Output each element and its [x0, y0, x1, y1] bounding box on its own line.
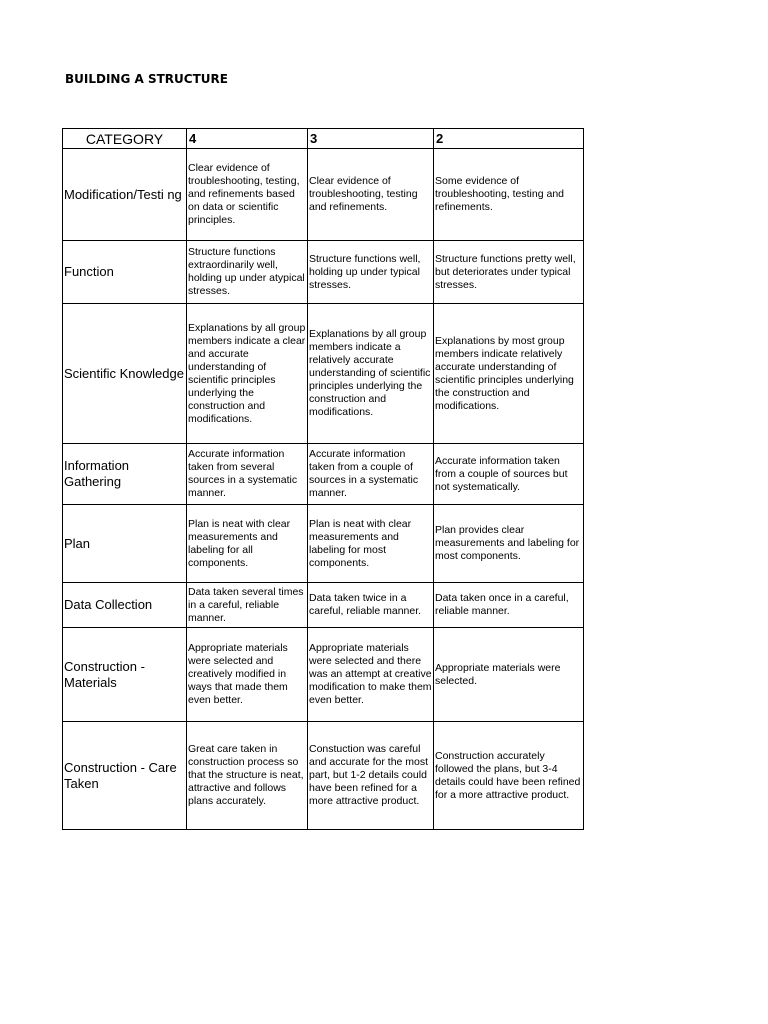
score-2-description: Explanations by most group members indicate relatively accurate understanding of scientific principles underlying the construction and modifications.: [434, 304, 584, 444]
score-3-description: Data taken twice in a careful, reliable manner.: [308, 583, 434, 628]
score-3-description: Plan is neat with clear measurements and labeling for most components.: [308, 505, 434, 583]
score-4-description: Appropriate materials were selected and creatively modified in ways that made them even better.: [187, 628, 308, 722]
score-3-description: Clear evidence of troubleshooting, testing and refinements.: [308, 149, 434, 241]
score-4-description: Great care taken in construction process so that the structure is neat, attractive and follows plans accurately.: [187, 722, 308, 830]
category-label: Modification/Testi ng: [63, 149, 187, 241]
category-label: Data Collection: [63, 583, 187, 628]
score-2-description: Construction accurately followed the plans, but 3-4 details could have been refined for a more attractive product.: [434, 722, 584, 830]
header-score-4: 4: [187, 129, 308, 149]
score-3-description: Accurate information taken from a couple of sources in a systematic manner.: [308, 444, 434, 505]
category-label: Scientific Knowledge: [63, 304, 187, 444]
category-label: Construction -Materials: [63, 628, 187, 722]
category-label: Function: [63, 241, 187, 304]
document-title: BUILDING A STRUCTURE: [65, 72, 228, 86]
score-2-description: Data taken once in a careful, reliable manner.: [434, 583, 584, 628]
score-4-description: Accurate information taken from several sources in a systematic manner.: [187, 444, 308, 505]
category-label: Information Gathering: [63, 444, 187, 505]
score-2-description: Accurate information taken from a couple of sources but not systematically.: [434, 444, 584, 505]
score-2-description: Appropriate materials were selected.: [434, 628, 584, 722]
table-row: [63, 583, 584, 628]
table-row: [63, 304, 584, 444]
score-4-description: Structure functions extraordinarily well, holding up under atypical stresses.: [187, 241, 308, 304]
rubric-table: [62, 128, 584, 830]
score-4-description: Data taken several times in a careful, reliable manner.: [187, 583, 308, 628]
header-score-3: 3: [308, 129, 434, 149]
table-row: [63, 722, 584, 830]
table-row: [63, 241, 584, 304]
score-4-description: Plan is neat with clear measurements and labeling for all components.: [187, 505, 308, 583]
table-row: [63, 149, 584, 241]
score-4-description: Clear evidence of troubleshooting, testing, and refinements based on data or scientific principles.: [187, 149, 308, 241]
score-3-description: Structure functions well, holding up under typical stresses.: [308, 241, 434, 304]
table-header-row: [63, 129, 584, 149]
header-category: CATEGORY: [63, 129, 187, 149]
category-label: Plan: [63, 505, 187, 583]
table-row: [63, 628, 584, 722]
category-label: Construction - Care Taken: [63, 722, 187, 830]
score-2-description: Structure functions pretty well, but deteriorates under typical stresses.: [434, 241, 584, 304]
table-row: [63, 444, 584, 505]
table-row: [63, 505, 584, 583]
score-4-description: Explanations by all group members indicate a clear and accurate understanding of scientific principles underlying the construction and modifications.: [187, 304, 308, 444]
score-3-description: Explanations by all group members indicate a relatively accurate understanding of scientific principles underlying the construction and modifications.: [308, 304, 434, 444]
score-2-description: Plan provides clear measurements and labeling for most components.: [434, 505, 584, 583]
header-score-2: 2: [434, 129, 584, 149]
score-3-description: Appropriate materials were selected and there was an attempt at creative modification to make them even better.: [308, 628, 434, 722]
score-2-description: Some evidence of troubleshooting, testing and refinements.: [434, 149, 584, 241]
score-3-description: Constuction was careful and accurate for the most part, but 1-2 details could have been refined for a more attractive product.: [308, 722, 434, 830]
